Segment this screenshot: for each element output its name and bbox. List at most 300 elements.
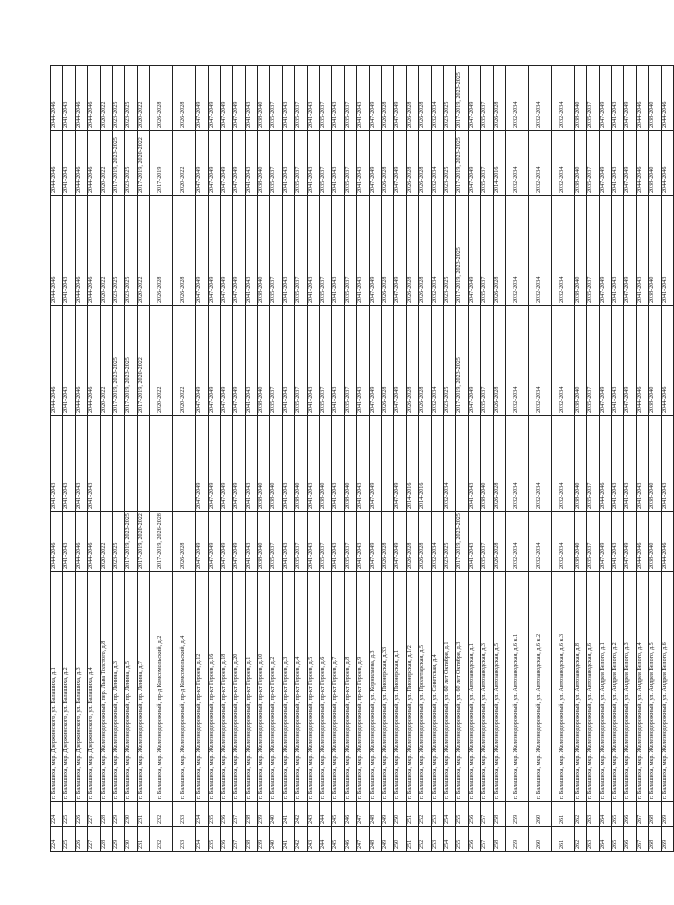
address-cell: г. Балашиха, мкр. Железнодорожный, пр-кт Героев, д.16: [208, 572, 220, 802]
period-cell: 2041-2043: [282, 66, 294, 131]
period-cell: 2041-2043: [357, 416, 369, 512]
period-cell: 2038-2040: [574, 512, 586, 572]
period-cell: 2035-2037: [481, 196, 493, 306]
period-cell: 2047-2049: [196, 131, 208, 196]
period-cell: [125, 416, 137, 512]
number-cell: 246: [344, 802, 356, 827]
period-cell: 2026-2028: [150, 66, 173, 131]
address-cell: г. Балашиха, мкр. Железнодорожный, пр-кт Героев, д.5: [307, 572, 319, 802]
period-cell: [137, 416, 149, 512]
number-cell: 253: [431, 802, 443, 827]
period-cell: 2038-2040: [574, 416, 586, 512]
period-cell: 2044-2046: [88, 306, 100, 416]
period-cell: 2038-2040: [649, 131, 661, 196]
table-row: [137, 66, 149, 852]
period-cell: 2038-2040: [649, 512, 661, 572]
number-cell: 231: [137, 827, 149, 852]
period-cell: 2032-2034: [443, 416, 455, 512]
period-cell: 2017-2019: [150, 131, 173, 196]
period-cell: 2041-2043: [63, 196, 75, 306]
period-cell: 2038-2040: [574, 306, 586, 416]
number-cell: 244: [320, 827, 332, 852]
number-cell: 238: [245, 827, 257, 852]
period-cell: 2035-2037: [295, 66, 307, 131]
number-cell: 254: [443, 827, 455, 852]
period-cell: 2017-2019, 2020-2022: [137, 306, 149, 416]
period-cell: 2047-2049: [624, 66, 636, 131]
number-cell: 241: [282, 802, 294, 827]
table-row: [493, 66, 505, 852]
period-cell: 2014-2016: [419, 416, 431, 512]
number-cell: 224: [51, 802, 63, 827]
period-cell: 2017-2019, 2026-2028: [150, 512, 173, 572]
period-cell: 2041-2043: [468, 512, 480, 572]
table-row: [624, 66, 636, 852]
table-row: [307, 66, 319, 852]
period-cell: 2032-2034: [505, 306, 528, 416]
period-cell: 2038-2040: [258, 512, 270, 572]
period-cell: 2041-2043: [63, 306, 75, 416]
period-cell: 2044-2046: [636, 131, 648, 196]
number-cell: 250: [394, 802, 406, 827]
table-row: [443, 66, 455, 852]
period-cell: 2047-2049: [394, 306, 406, 416]
number-cell: 258: [493, 827, 505, 852]
address-cell: г. Балашиха, мкр. Дзержинского, ул. Балашиха, д.1: [51, 572, 63, 802]
number-cell: 252: [419, 802, 431, 827]
period-cell: 2038-2040: [270, 416, 282, 512]
period-cell: 2047-2049: [196, 66, 208, 131]
period-cell: 2047-2049: [233, 512, 245, 572]
table-row: [431, 66, 443, 852]
period-cell: 2014-2016: [493, 131, 505, 196]
period-cell: 2026-2028: [406, 512, 418, 572]
address-cell: г. Балашиха, мкр. Железнодорожный, ул. Пионерская, д.33: [381, 572, 393, 802]
period-cell: 2026-2028: [406, 66, 418, 131]
period-cell: 2026-2028: [381, 306, 393, 416]
period-cell: 2047-2049: [394, 66, 406, 131]
period-cell: 2035-2037: [270, 66, 282, 131]
address-cell: г. Балашиха, мкр. Железнодорожный, ул. Андрея Белого, д.2: [612, 572, 624, 802]
period-cell: 2017-2019, 2020-2022: [137, 512, 149, 572]
period-cell: 2044-2046: [636, 66, 648, 131]
period-cell: 2035-2037: [481, 512, 493, 572]
period-cell: 2035-2037: [295, 306, 307, 416]
period-cell: 2026-2028: [173, 512, 196, 572]
number-cell: 264: [599, 827, 611, 852]
address-cell: г. Балашиха, мкр. Железнодорожный, пр-кт Героев, д.9: [357, 572, 369, 802]
period-cell: 2038-2040: [295, 416, 307, 512]
table-row: [51, 66, 63, 852]
period-cell: 2047-2049: [599, 131, 611, 196]
period-cell: 2047-2049: [599, 512, 611, 572]
period-cell: 2023-2025: [125, 196, 137, 306]
period-cell: 2026-2028: [419, 306, 431, 416]
period-cell: 2032-2034: [528, 196, 551, 306]
address-cell: г. Балашиха, мкр. Железнодорожный, ул. Автозаводская, д.8: [574, 572, 586, 802]
period-cell: 2047-2049: [599, 306, 611, 416]
address-cell: г. Балашиха, мкр. Железнодорожный, ул. Автозаводская, д.5: [493, 572, 505, 802]
period-cell: 2023-2025: [112, 196, 124, 306]
number-cell: 232: [150, 802, 173, 827]
period-cell: 2041-2043: [307, 66, 319, 131]
period-cell: 2041-2043: [624, 416, 636, 512]
period-cell: 2035-2037: [320, 306, 332, 416]
address-cell: г. Балашиха, мкр. Железнодорожный, пр-кт Героев, д.1: [245, 572, 257, 802]
period-cell: 2047-2049: [208, 512, 220, 572]
period-cell: 2047-2049: [369, 306, 381, 416]
period-cell: 2047-2049: [468, 196, 480, 306]
period-cell: 2044-2046: [661, 512, 673, 572]
period-cell: 2041-2043: [282, 306, 294, 416]
period-cell: 2041-2043: [661, 196, 673, 306]
number-cell: 241: [282, 827, 294, 852]
number-cell: 248: [369, 802, 381, 827]
number-cell: 236: [220, 827, 232, 852]
period-cell: 2041-2043: [307, 306, 319, 416]
table-row: [661, 66, 673, 852]
number-cell: 228: [100, 802, 112, 827]
number-cell: 264: [599, 802, 611, 827]
period-cell: 2047-2049: [394, 512, 406, 572]
address-cell: г. Балашиха, мкр. Железнодорожный, ул. Автозаводская, д.6 к.2: [528, 572, 551, 802]
number-cell: 230: [125, 802, 137, 827]
number-cell: 235: [208, 827, 220, 852]
period-cell: [173, 416, 196, 512]
period-cell: 2020-2022: [173, 131, 196, 196]
period-cell: 2047-2049: [599, 66, 611, 131]
table-row: [551, 66, 574, 852]
period-cell: 2047-2049: [468, 131, 480, 196]
period-cell: 2041-2043: [282, 416, 294, 512]
number-cell: 257: [481, 827, 493, 852]
period-cell: 2035-2037: [481, 66, 493, 131]
period-cell: 2026-2028: [419, 131, 431, 196]
period-cell: 2041-2043: [332, 196, 344, 306]
period-cell: 2047-2049: [624, 306, 636, 416]
period-cell: 2032-2034: [551, 512, 574, 572]
period-cell: [431, 416, 443, 512]
table-row: [357, 66, 369, 852]
number-cell: 268: [649, 827, 661, 852]
period-cell: 2026-2028: [150, 196, 173, 306]
table-row: [88, 66, 100, 852]
period-cell: 2032-2034: [528, 66, 551, 131]
table-row: [173, 66, 196, 852]
address-cell: г. Балашиха, мкр. Железнодорожный, ул. Автозаводская, д.6 к.1: [505, 572, 528, 802]
period-cell: 2020-2022: [100, 131, 112, 196]
period-cell: [112, 416, 124, 512]
number-cell: 255: [456, 802, 468, 827]
address-cell: г. Балашиха, мкр. Железнодорожный, пр-кт Героев, д.10: [258, 572, 270, 802]
period-cell: 2041-2043: [245, 512, 257, 572]
period-cell: 2044-2046: [661, 306, 673, 416]
period-cell: 2032-2034: [551, 416, 574, 512]
period-cell: 2041-2043: [357, 196, 369, 306]
table-row: [381, 66, 393, 852]
period-cell: 2047-2049: [220, 512, 232, 572]
period-cell: 2035-2037: [320, 66, 332, 131]
period-cell: 2032-2034: [528, 131, 551, 196]
period-cell: 2044-2046: [51, 66, 63, 131]
period-cell: 2041-2043: [63, 66, 75, 131]
period-cell: 2026-2028: [419, 196, 431, 306]
period-cell: 2035-2037: [320, 512, 332, 572]
period-cell: 2041-2043: [245, 416, 257, 512]
period-cell: 2020-2022: [137, 66, 149, 131]
period-cell: 2020-2022: [100, 66, 112, 131]
number-cell: 251: [406, 827, 418, 852]
address-cell: г. Балашиха, мкр. Железнодорожный, пр-кт Героев, д.2: [270, 572, 282, 802]
number-cell: 227: [88, 802, 100, 827]
period-cell: 2035-2037: [270, 512, 282, 572]
address-cell: г. Балашиха, мкр. Железнодорожный, ул. Корнилаева, д.3: [369, 572, 381, 802]
number-cell: 244: [320, 802, 332, 827]
number-cell: 267: [636, 827, 648, 852]
table-row: [419, 66, 431, 852]
period-cell: 2041-2043: [245, 66, 257, 131]
table-row: [332, 66, 344, 852]
period-cell: 2041-2043: [63, 131, 75, 196]
number-cell: 228: [100, 827, 112, 852]
period-cell: 2041-2043: [357, 131, 369, 196]
period-cell: 2026-2028: [381, 66, 393, 131]
period-cell: 2041-2043: [332, 512, 344, 572]
address-cell: г. Балашиха, мкр. Железнодорожный, ул. Автозаводская, д.3: [481, 572, 493, 802]
address-cell: г. Балашиха, мкр. Дзержинского, ул. Балашиха, д.3: [75, 572, 87, 802]
number-cell: 239: [258, 827, 270, 852]
period-cell: [150, 416, 173, 512]
period-cell: 2026-2028: [493, 416, 505, 512]
period-cell: 2035-2037: [587, 306, 599, 416]
period-cell: 2047-2049: [369, 131, 381, 196]
table-row: [369, 66, 381, 852]
period-cell: 2035-2037: [481, 306, 493, 416]
period-cell: 2047-2049: [208, 306, 220, 416]
period-cell: 2017-2019, 2023-2025: [456, 512, 468, 572]
period-cell: 2041-2043: [307, 416, 319, 512]
number-cell: 231: [137, 802, 149, 827]
period-cell: 2035-2037: [295, 131, 307, 196]
period-cell: 2041-2043: [357, 306, 369, 416]
number-cell: 247: [357, 802, 369, 827]
table-row: [406, 66, 418, 852]
period-cell: 2047-2049: [233, 131, 245, 196]
period-cell: 2041-2043: [636, 196, 648, 306]
period-cell: 2047-2049: [468, 306, 480, 416]
period-cell: 2026-2028: [381, 131, 393, 196]
period-cell: 2026-2028: [406, 131, 418, 196]
number-cell: 242: [295, 802, 307, 827]
period-cell: 2044-2046: [51, 131, 63, 196]
table-row: [125, 66, 137, 852]
period-cell: 2038-2040: [258, 306, 270, 416]
period-cell: 2041-2043: [307, 196, 319, 306]
number-cell: 269: [661, 827, 673, 852]
period-cell: 2047-2049: [369, 66, 381, 131]
period-cell: 2041-2043: [332, 131, 344, 196]
number-cell: 237: [233, 802, 245, 827]
table-row: [112, 66, 124, 852]
period-cell: 2047-2049: [196, 196, 208, 306]
period-cell: 2044-2046: [75, 131, 87, 196]
period-cell: 2032-2034: [505, 416, 528, 512]
period-cell: 2017-2019, 2023-2025: [456, 66, 468, 131]
period-cell: 2032-2034: [431, 306, 443, 416]
number-cell: 258: [493, 802, 505, 827]
period-cell: 2041-2043: [245, 306, 257, 416]
table-row: [587, 66, 599, 852]
period-cell: 2038-2040: [258, 131, 270, 196]
period-cell: 2023-2025: [125, 131, 137, 196]
period-cell: 2041-2043: [612, 306, 624, 416]
number-cell: 260: [528, 827, 551, 852]
address-cell: г. Балашиха, мкр. Железнодорожный, пр. Ленина, д.7: [137, 572, 149, 802]
period-cell: 2026-2028: [381, 512, 393, 572]
period-cell: 2041-2043: [51, 416, 63, 512]
period-cell: 2044-2046: [75, 196, 87, 306]
period-cell: 2038-2040: [258, 416, 270, 512]
number-cell: 266: [624, 802, 636, 827]
period-cell: 2047-2049: [233, 66, 245, 131]
period-cell: 2035-2037: [295, 196, 307, 306]
address-cell: г. Балашиха, мкр. Железнодорожный, ул. Автозаводская, д.6 к.3: [551, 572, 574, 802]
period-cell: 2044-2046: [51, 306, 63, 416]
number-cell: 249: [381, 802, 393, 827]
period-cell: 2026-2028: [493, 306, 505, 416]
period-cell: 2032-2034: [505, 196, 528, 306]
period-cell: [100, 416, 112, 512]
table-row: [505, 66, 528, 852]
number-cell: 230: [125, 827, 137, 852]
period-cell: 2038-2040: [574, 66, 586, 131]
rotated-table-container: [50, 66, 668, 852]
address-cell: г. Балашиха, мкр. Железнодорожный, пр. Ленина, д.3: [112, 572, 124, 802]
period-cell: 2047-2049: [196, 416, 208, 512]
period-cell: 2047-2049: [369, 512, 381, 572]
period-cell: 2026-2028: [406, 196, 418, 306]
number-cell: 235: [208, 802, 220, 827]
table-row: [196, 66, 208, 852]
period-cell: 2035-2037: [344, 306, 356, 416]
number-cell: 249: [381, 827, 393, 852]
table-row: [456, 66, 468, 852]
number-cell: 265: [612, 827, 624, 852]
number-cell: 242: [295, 827, 307, 852]
address-cell: г. Балашиха, мкр. Железнодорожный, ул. 60 лет Октября, д.1: [443, 572, 455, 802]
period-cell: 2038-2040: [320, 416, 332, 512]
period-cell: 2035-2037: [344, 512, 356, 572]
table-row: [282, 66, 294, 852]
period-cell: 2017-2019, 2023-2025: [125, 512, 137, 572]
number-cell: 227: [88, 827, 100, 852]
period-cell: 2041-2043: [612, 416, 624, 512]
table-row: [100, 66, 112, 852]
period-cell: 2041-2043: [307, 512, 319, 572]
address-cell: г. Балашиха, мкр. Железнодорожный, ул. Пионерская, д.1: [394, 572, 406, 802]
period-cell: 2044-2046: [661, 131, 673, 196]
address-cell: г. Балашиха, мкр. Железнодорожный, пр-кт Героев, д.7: [332, 572, 344, 802]
period-cell: 2023-2025: [443, 196, 455, 306]
table-row: [208, 66, 220, 852]
period-cell: 2044-2046: [636, 512, 648, 572]
table-row: [394, 66, 406, 852]
period-cell: 2026-2028: [173, 66, 196, 131]
number-cell: 229: [112, 827, 124, 852]
period-cell: 2047-2049: [369, 416, 381, 512]
address-cell: г. Балашиха, мкр. Железнодорожный, пр-кт Героев, д.18: [220, 572, 232, 802]
number-cell: 237: [233, 827, 245, 852]
table-row: [150, 66, 173, 852]
number-cell: 255: [456, 827, 468, 852]
number-cell: 267: [636, 802, 648, 827]
address-cell: г. Балашиха, мкр. Железнодорожный, пр-д Комсомольский, д.4: [173, 572, 196, 802]
address-cell: г. Балашиха, мкр. Железнодорожный, ул. Андрея Белого, д.4: [636, 572, 648, 802]
number-cell: 240: [270, 827, 282, 852]
period-cell: 2044-2046: [51, 512, 63, 572]
number-cell: 233: [173, 827, 196, 852]
period-cell: 2023-2025: [443, 131, 455, 196]
period-cell: 2023-2025: [443, 512, 455, 572]
table-row: [612, 66, 624, 852]
period-cell: 2032-2034: [505, 131, 528, 196]
repair-schedule-table: [50, 65, 674, 852]
address-cell: г. Балашиха, мкр. Железнодорожный, пр-кт Героев, д.12: [196, 572, 208, 802]
address-cell: г. Балашиха, мкр. Дзержинского, ул. Балашиха, д.4: [88, 572, 100, 802]
number-cell: 259: [505, 802, 528, 827]
table-row: [75, 66, 87, 852]
number-cell: 232: [150, 827, 173, 852]
period-cell: 2041-2043: [282, 131, 294, 196]
period-cell: 2020-2022: [150, 306, 173, 416]
period-cell: 2047-2049: [196, 306, 208, 416]
period-cell: 2026-2028: [419, 512, 431, 572]
period-cell: 2020-2022: [100, 196, 112, 306]
number-cell: 247: [357, 827, 369, 852]
period-cell: 2035-2037: [344, 131, 356, 196]
period-cell: 2038-2040: [649, 416, 661, 512]
period-cell: 2017-2019, 2023-2025: [456, 196, 468, 306]
number-cell: 263: [587, 827, 599, 852]
number-cell: 257: [481, 802, 493, 827]
period-cell: 2041-2043: [357, 512, 369, 572]
address-cell: г. Балашиха, мкр. Железнодорожный, ул. Пролетарская, д.5: [419, 572, 431, 802]
period-cell: 2032-2034: [528, 512, 551, 572]
table-row: [528, 66, 551, 852]
period-cell: 2044-2046: [88, 512, 100, 572]
number-cell: 226: [75, 827, 87, 852]
period-cell: 2032-2034: [431, 512, 443, 572]
period-cell: 2026-2028: [493, 512, 505, 572]
period-cell: 2017-2019, 2023-2025: [125, 306, 137, 416]
period-cell: 2041-2043: [282, 512, 294, 572]
period-cell: 2020-2022: [100, 512, 112, 572]
period-cell: 2044-2046: [661, 66, 673, 131]
number-cell: 246: [344, 827, 356, 852]
address-cell: г. Балашиха, мкр. Железнодорожный, ул. Пионерская, д.1/2: [406, 572, 418, 802]
period-cell: 2035-2037: [270, 306, 282, 416]
number-cell: 238: [245, 802, 257, 827]
period-cell: 2044-2046: [88, 196, 100, 306]
period-cell: 2047-2049: [468, 66, 480, 131]
table-row: [245, 66, 257, 852]
period-cell: 2047-2049: [220, 306, 232, 416]
period-cell: 2044-2046: [88, 131, 100, 196]
period-cell: 2038-2040: [649, 66, 661, 131]
period-cell: 2044-2046: [599, 416, 611, 512]
period-cell: 2032-2034: [551, 306, 574, 416]
number-cell: 262: [574, 802, 586, 827]
